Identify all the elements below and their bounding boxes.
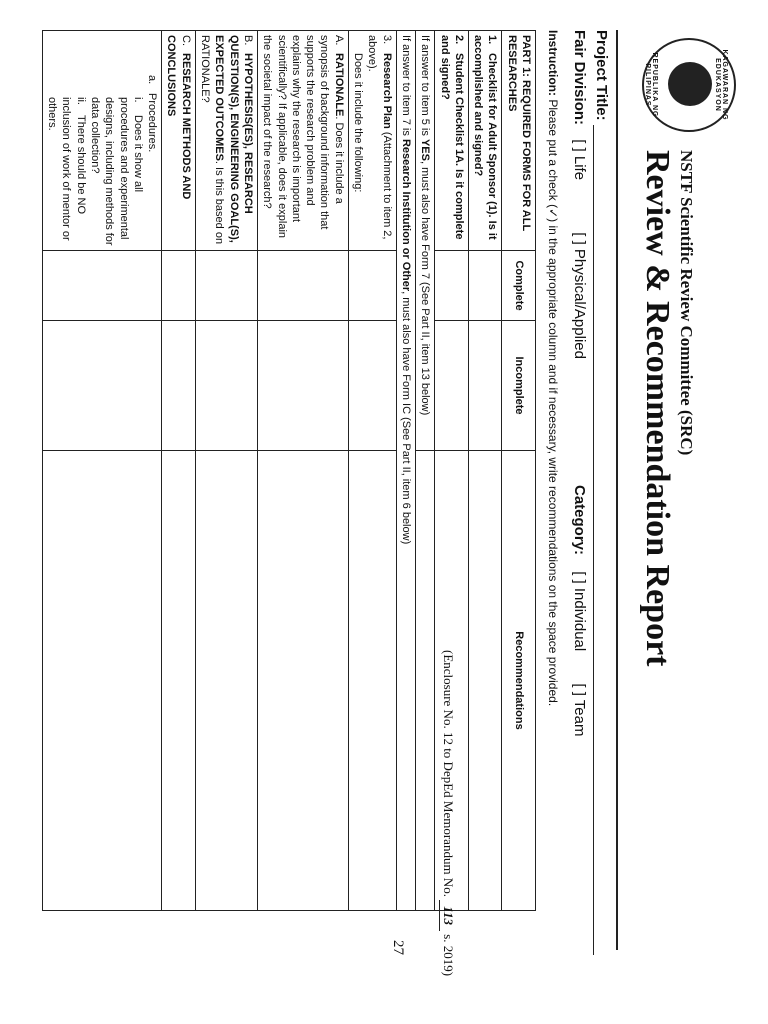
category-option-team[interactable]: [ ] Team <box>571 683 588 737</box>
complete-cell[interactable] <box>195 251 257 321</box>
project-title-label: Project Title: <box>593 30 610 121</box>
complete-cell[interactable] <box>257 251 348 321</box>
recommendation-cell[interactable] <box>257 451 348 911</box>
table-row <box>468 31 502 911</box>
table-header-row <box>502 31 536 911</box>
header-recommendations: Recommendations <box>502 451 536 911</box>
item-b-hypothesis: B.HYPOTHESIS(ES), RESEARCH QUESTION(S), ENGINEERING GOAL(S), EXPECTED OUTCOMES. Is this based on RATIONALE? <box>195 31 257 251</box>
complete-cell[interactable] <box>348 251 396 321</box>
division-option-physical[interactable]: [ ] Physical/Applied <box>571 232 588 359</box>
note-row <box>415 31 434 911</box>
seal-bottom-text: REPUBLIKA NG PILIPINAS <box>644 52 658 118</box>
header-part1: PART 1: REQUIRED FORMS FOR ALL RESEARCHES <box>502 31 536 251</box>
incomplete-cell[interactable] <box>195 321 257 451</box>
header-incomplete: Incomplete <box>502 321 536 451</box>
table-row <box>348 31 396 911</box>
item-3: 3.Research Plan (Attachment to item 2, above). Does it include the following: <box>348 31 396 251</box>
recommendation-cell[interactable] <box>162 451 196 911</box>
recommendation-cell[interactable] <box>468 451 502 911</box>
complete-cell[interactable] <box>162 251 196 321</box>
fair-division-field <box>571 30 588 359</box>
recommendation-cell[interactable] <box>348 451 396 911</box>
enclosure-note: (Enclosure No. 12 to DepEd Memorandum No. 113 s. 2019) <box>441 650 456 977</box>
category-field <box>571 485 588 737</box>
complete-cell[interactable] <box>42 251 161 321</box>
incomplete-cell[interactable] <box>435 321 469 451</box>
header-complete: Complete <box>502 251 536 321</box>
project-title-field <box>593 30 610 121</box>
item-c-procedures: a.Procedures. i.Does it show all procedures and experimental designs, including methods for data collection? ii.There should be NO inclusion of work of mentor or others. <box>42 31 161 251</box>
complete-cell[interactable] <box>468 251 502 321</box>
table-row <box>42 31 161 911</box>
header-divider <box>616 30 618 950</box>
recommendation-cell[interactable] <box>415 451 434 911</box>
page-number: 27 <box>390 940 406 955</box>
incomplete-cell[interactable] <box>348 321 396 451</box>
recommendation-cell[interactable] <box>42 451 161 911</box>
page-title: Review & Recommendation Report <box>639 150 676 667</box>
item-2: 2.Student Checklist 1A. Is it complete and signed? <box>435 31 469 251</box>
seal-emblem-icon <box>668 62 712 106</box>
incomplete-cell[interactable] <box>468 321 502 451</box>
fair-division-label: Fair Division: <box>571 30 588 126</box>
item-a-rationale: A.RATIONALE. Does it include a synopsis of background information that supports the research problem and explains why the research is important scientifically? If applicable, does it explain the societal impact of the research? <box>257 31 348 251</box>
review-table <box>42 30 536 911</box>
item-c-methods: C.RESEARCH METHODS AND CONCLUSIONS <box>162 31 196 251</box>
category-label: Category: <box>571 485 588 556</box>
memo-number: 113 <box>439 900 456 931</box>
category-option-individual[interactable]: [ ] Individual <box>571 571 588 652</box>
incomplete-cell[interactable] <box>42 321 161 451</box>
project-title-input-line[interactable] <box>593 125 594 955</box>
deped-seal-logo <box>642 38 736 132</box>
instruction-label: Instruction: <box>546 30 560 96</box>
incomplete-cell[interactable] <box>257 321 348 451</box>
table-row <box>162 31 196 911</box>
complete-cell[interactable] <box>435 251 469 321</box>
table-row <box>195 31 257 911</box>
note-item-5: If answer to item 5 is YES, must also have Form 7 (See Part II, item 13 below) <box>415 31 434 451</box>
seal-top-text: KAGAWARAN NG EDUKASYON <box>714 49 728 121</box>
table-row <box>257 31 348 911</box>
item-1: 1.Checklist for Adult Sponsor (1). Is it accomplished and signed? <box>468 31 502 251</box>
instruction-body: Please put a check (✓) in the appropriate column and if necessary, write recommendations on the space provided. <box>546 99 560 707</box>
note-item-7: If answer to item 7 is Research Institution or Other, must also have Form IC (See Part II, item 6 below) <box>396 31 415 911</box>
committee-name: NSTF Scientific Review Committee (SRC) <box>677 150 696 456</box>
recommendation-cell[interactable] <box>195 451 257 911</box>
division-option-life[interactable]: [ ] Life <box>571 139 588 181</box>
instruction-text <box>546 30 560 706</box>
note-row <box>396 31 415 911</box>
incomplete-cell[interactable] <box>162 321 196 451</box>
